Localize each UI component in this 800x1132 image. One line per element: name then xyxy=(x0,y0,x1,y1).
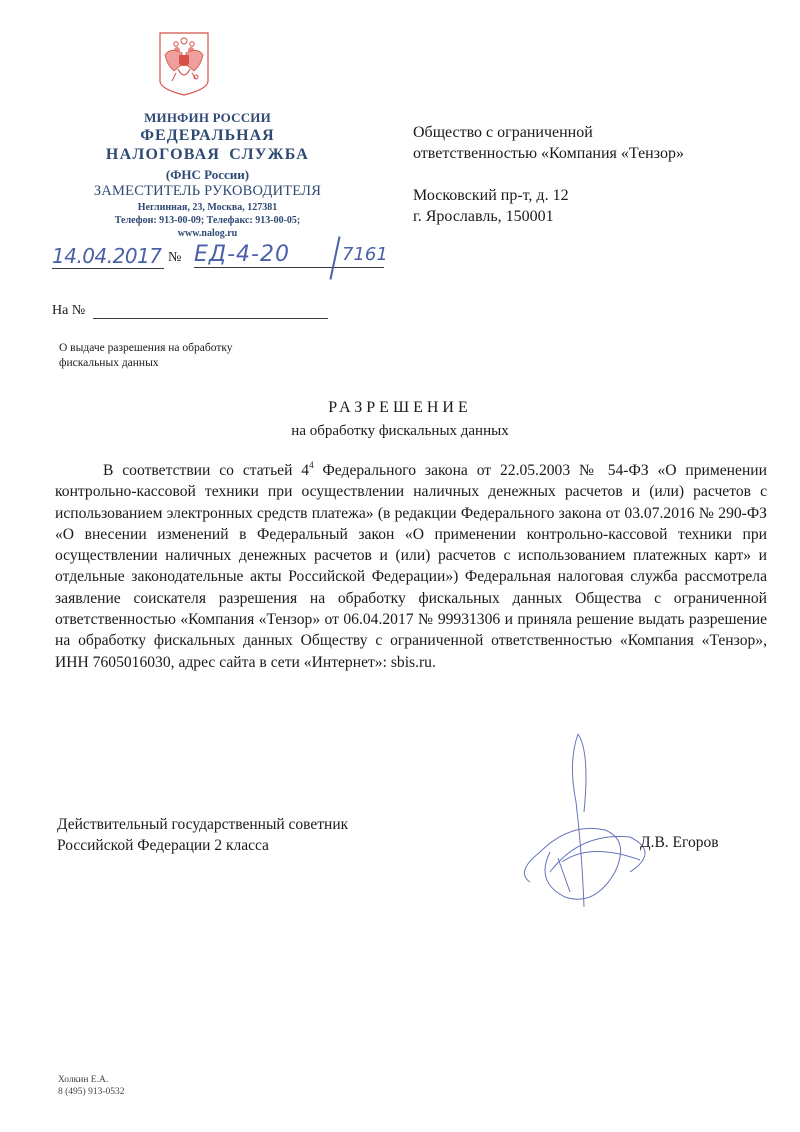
recipient-address-line1: Московский пр-т, д. 12 xyxy=(413,187,569,204)
agency-abbreviation: (ФНС России) xyxy=(165,167,250,182)
subject-line1: О выдаче разрешения на обработку xyxy=(59,342,233,354)
body-text-part1: В соответствии со статьей 4 xyxy=(103,462,310,479)
body-text-part2: Федерального закона от 22.05.2003 № 54-ФЗ «О применении контрольно-кассовой техники при осуществлении наличных денежных расчетов и (или) расчетов с использованием электронных средств платежа» (в редакции Федерального закона от 03.07.2016 № 290-ФЗ «О внесении изменений в Федеральный закон «О применении контрольно-кассовой техники при осуществлении наличных денежных расчетов и (или) расчетов с использованием платежных карт» и отдельные законодательные акты Российской Федерации») Федеральная налоговая служба рассмотрела заявление соискателя разрешения на обработку фискальных данных Общества с ограниченной ответственностью «Компания «Тензор» от 06.04.2017 № 99931306 и приняла решение выдать разрешение на обработку фискальных данных Обществу с ограниченной ответственностью «Компания «Тензор», ИНН 7605016030, адрес сайта в сети «Интернет»: sbis.ru. xyxy=(55,462,767,671)
registration-date: 14.04.2017 xyxy=(52,244,164,269)
signatory-position-line2: Российской Федерации 2 класса xyxy=(57,837,269,854)
subject-line2: фискальных данных xyxy=(59,357,159,369)
signatory-position xyxy=(57,814,348,856)
document-body xyxy=(55,460,767,673)
reply-to-blank-line xyxy=(93,318,328,319)
number-sign: № xyxy=(168,250,182,265)
document-title: РАЗРЕШЕНИЕ xyxy=(328,399,472,416)
letter-subject xyxy=(59,341,319,371)
recipient-org-line2: ответственностью «Компания «Тензор» xyxy=(413,145,684,162)
registration-line xyxy=(52,244,392,284)
signatory-position-line1: Действительный государственный советник xyxy=(57,816,349,833)
russian-coat-of-arms-icon xyxy=(158,31,210,97)
ministry-name: МИНФИН РОССИИ xyxy=(144,110,271,125)
executor-name: Холкин Е.А. xyxy=(58,1075,109,1085)
executor-info xyxy=(58,1074,125,1098)
recipient-address-line2: г. Ярославль, 150001 xyxy=(413,208,554,225)
sender-phones: Телефон: 913-00-09; Телефакс: 913-00-05; xyxy=(114,215,301,226)
recipient-org-line1: Общество с ограниченной xyxy=(413,124,593,141)
handwritten-signature xyxy=(510,722,670,912)
signatory-name: Д.В. Егоров xyxy=(640,834,719,851)
sender-address: Неглинная, 23, Москва, 127381 xyxy=(137,202,278,213)
registration-number: ЕД-4-20 xyxy=(194,242,384,268)
executor-phone: 8 (495) 913-0532 xyxy=(58,1087,125,1097)
sender-website: www.nalog.ru xyxy=(177,228,238,239)
sender-position: ЗАМЕСТИТЕЛЬ РУКОВОДИТЕЛЯ xyxy=(93,183,322,199)
article-superscript: 4 xyxy=(309,460,314,470)
agency-name-line1: ФЕДЕРАЛЬНАЯ xyxy=(140,127,275,144)
reply-to-label: На № xyxy=(52,303,86,318)
document-subtitle: на обработку фискальных данных xyxy=(291,423,509,439)
recipient-block xyxy=(413,122,783,227)
agency-name-line2: НАЛОГОВАЯ СЛУЖБА xyxy=(105,146,310,163)
registration-suffix: 7161 xyxy=(342,244,388,265)
